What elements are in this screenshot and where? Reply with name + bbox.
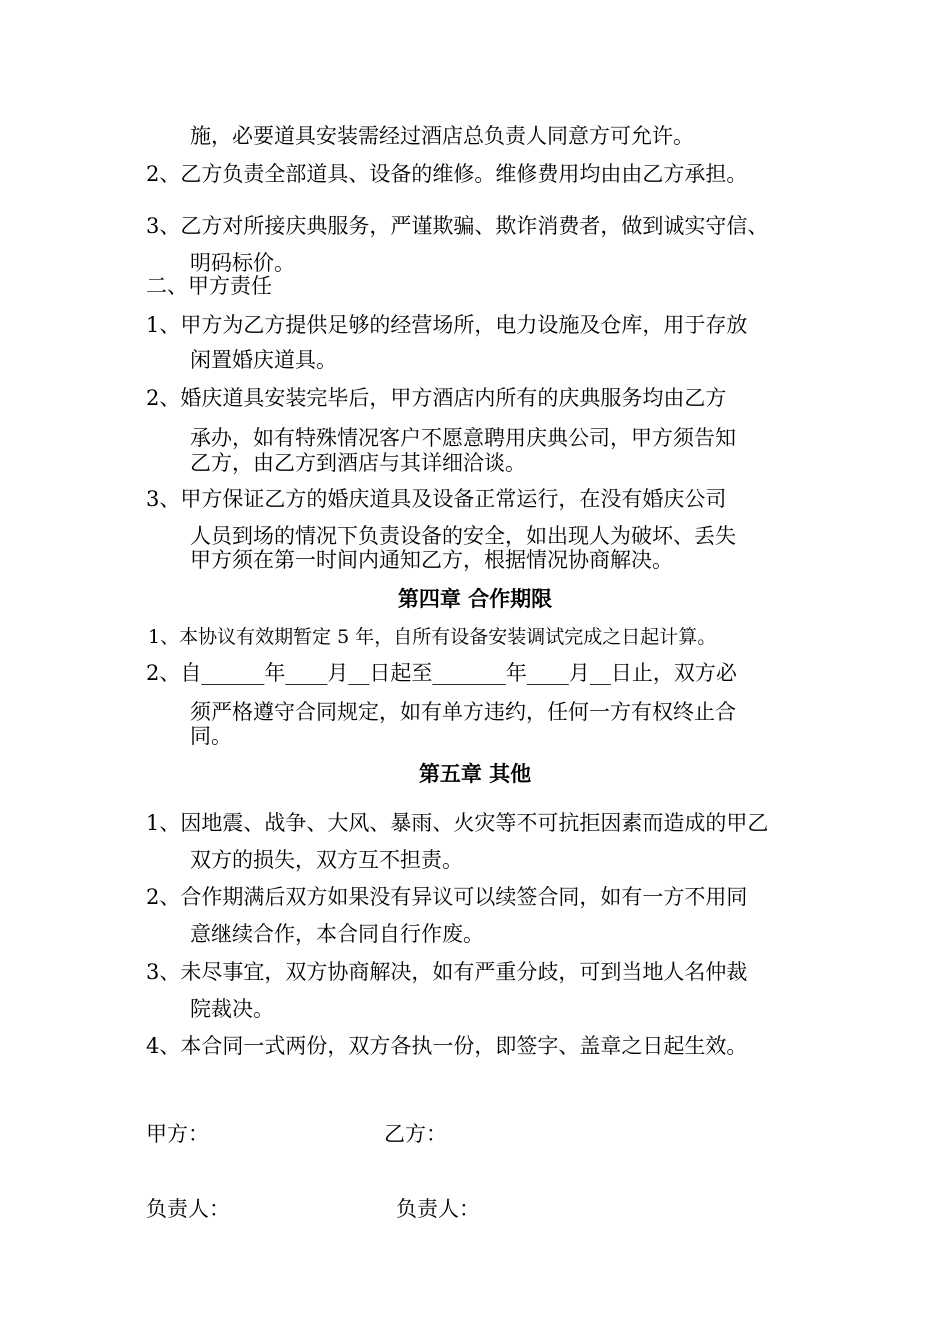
text-line: 2、婚庆道具安装完毕后，甲方酒店内所有的庆典服务均由乙方 <box>146 386 727 410</box>
text-line: 院裁决。 <box>190 997 274 1021</box>
party-a-person-label: 负责人： <box>146 1197 230 1221</box>
text-line: 3、乙方对所接庆典服务，严谨欺骗、欺诈消费者，做到诚实守信、 <box>146 214 769 238</box>
text-line: 同。 <box>190 724 232 748</box>
text-line: 乙方，由乙方到酒店与其详细洽谈。 <box>190 451 526 475</box>
text-line: 1、因地震、战争、大风、暴雨、火灾等不可抗拒因素而造成的甲乙 <box>146 811 769 835</box>
text-line: 甲方须在第一时间内通知乙方，根据情况协商解决。 <box>190 548 673 572</box>
text-line: 2、自______年____月__日起至_______年____月__日止，双方必 <box>146 661 737 685</box>
text-line: 意继续合作，本合同自行作废。 <box>190 922 484 946</box>
text-line: 闲置婚庆道具。 <box>190 348 337 372</box>
section-heading: 二、甲方责任 <box>146 274 272 298</box>
text-line: 双方的损失，双方互不担责。 <box>190 848 463 872</box>
text-line: 1、甲方为乙方提供足够的经营场所，电力设施及仓库，用于存放 <box>146 313 748 337</box>
party-b-label: 乙方： <box>384 1122 447 1146</box>
text-line: 承办，如有特殊情况客户不愿意聘用庆典公司，甲方须告知 <box>190 426 736 450</box>
text-line: 3、未尽事宜，双方协商解决，如有严重分歧，可到当地人名仲裁 <box>146 960 748 984</box>
text-line: 须严格遵守合同规定，如有单方违约，任何一方有权终止合 <box>190 700 736 724</box>
text-line: 4、本合同一式两份，双方各执一份，即签字、盖章之日起生效。 <box>146 1034 748 1058</box>
party-a-label: 甲方： <box>146 1122 209 1146</box>
text-line: 3、甲方保证乙方的婚庆道具及设备正常运行，在没有婚庆公司 <box>146 487 727 511</box>
text-line: 明码标价。 <box>190 251 295 275</box>
party-b-person-label: 负责人： <box>396 1197 480 1221</box>
chapter-4-title: 第四章 合作期限 <box>397 587 553 611</box>
chapter-5-title: 第五章 其他 <box>418 762 532 786</box>
text-line: 1、本协议有效期暂定 5 年，自所有设备安装调试完成之日起计算。 <box>148 626 717 648</box>
text-line: 施，必要道具安装需经过酒店总负责人同意方可允许。 <box>190 124 694 148</box>
text-line: 2、合作期满后双方如果没有异议可以续签合同，如有一方不用同 <box>146 885 748 909</box>
text-line: 2、乙方负责全部道具、设备的维修。维修费用均由由乙方承担。 <box>146 162 748 186</box>
text-line: 人员到场的情况下负责设备的安全，如出现人为破坏、丢失 <box>190 524 736 548</box>
